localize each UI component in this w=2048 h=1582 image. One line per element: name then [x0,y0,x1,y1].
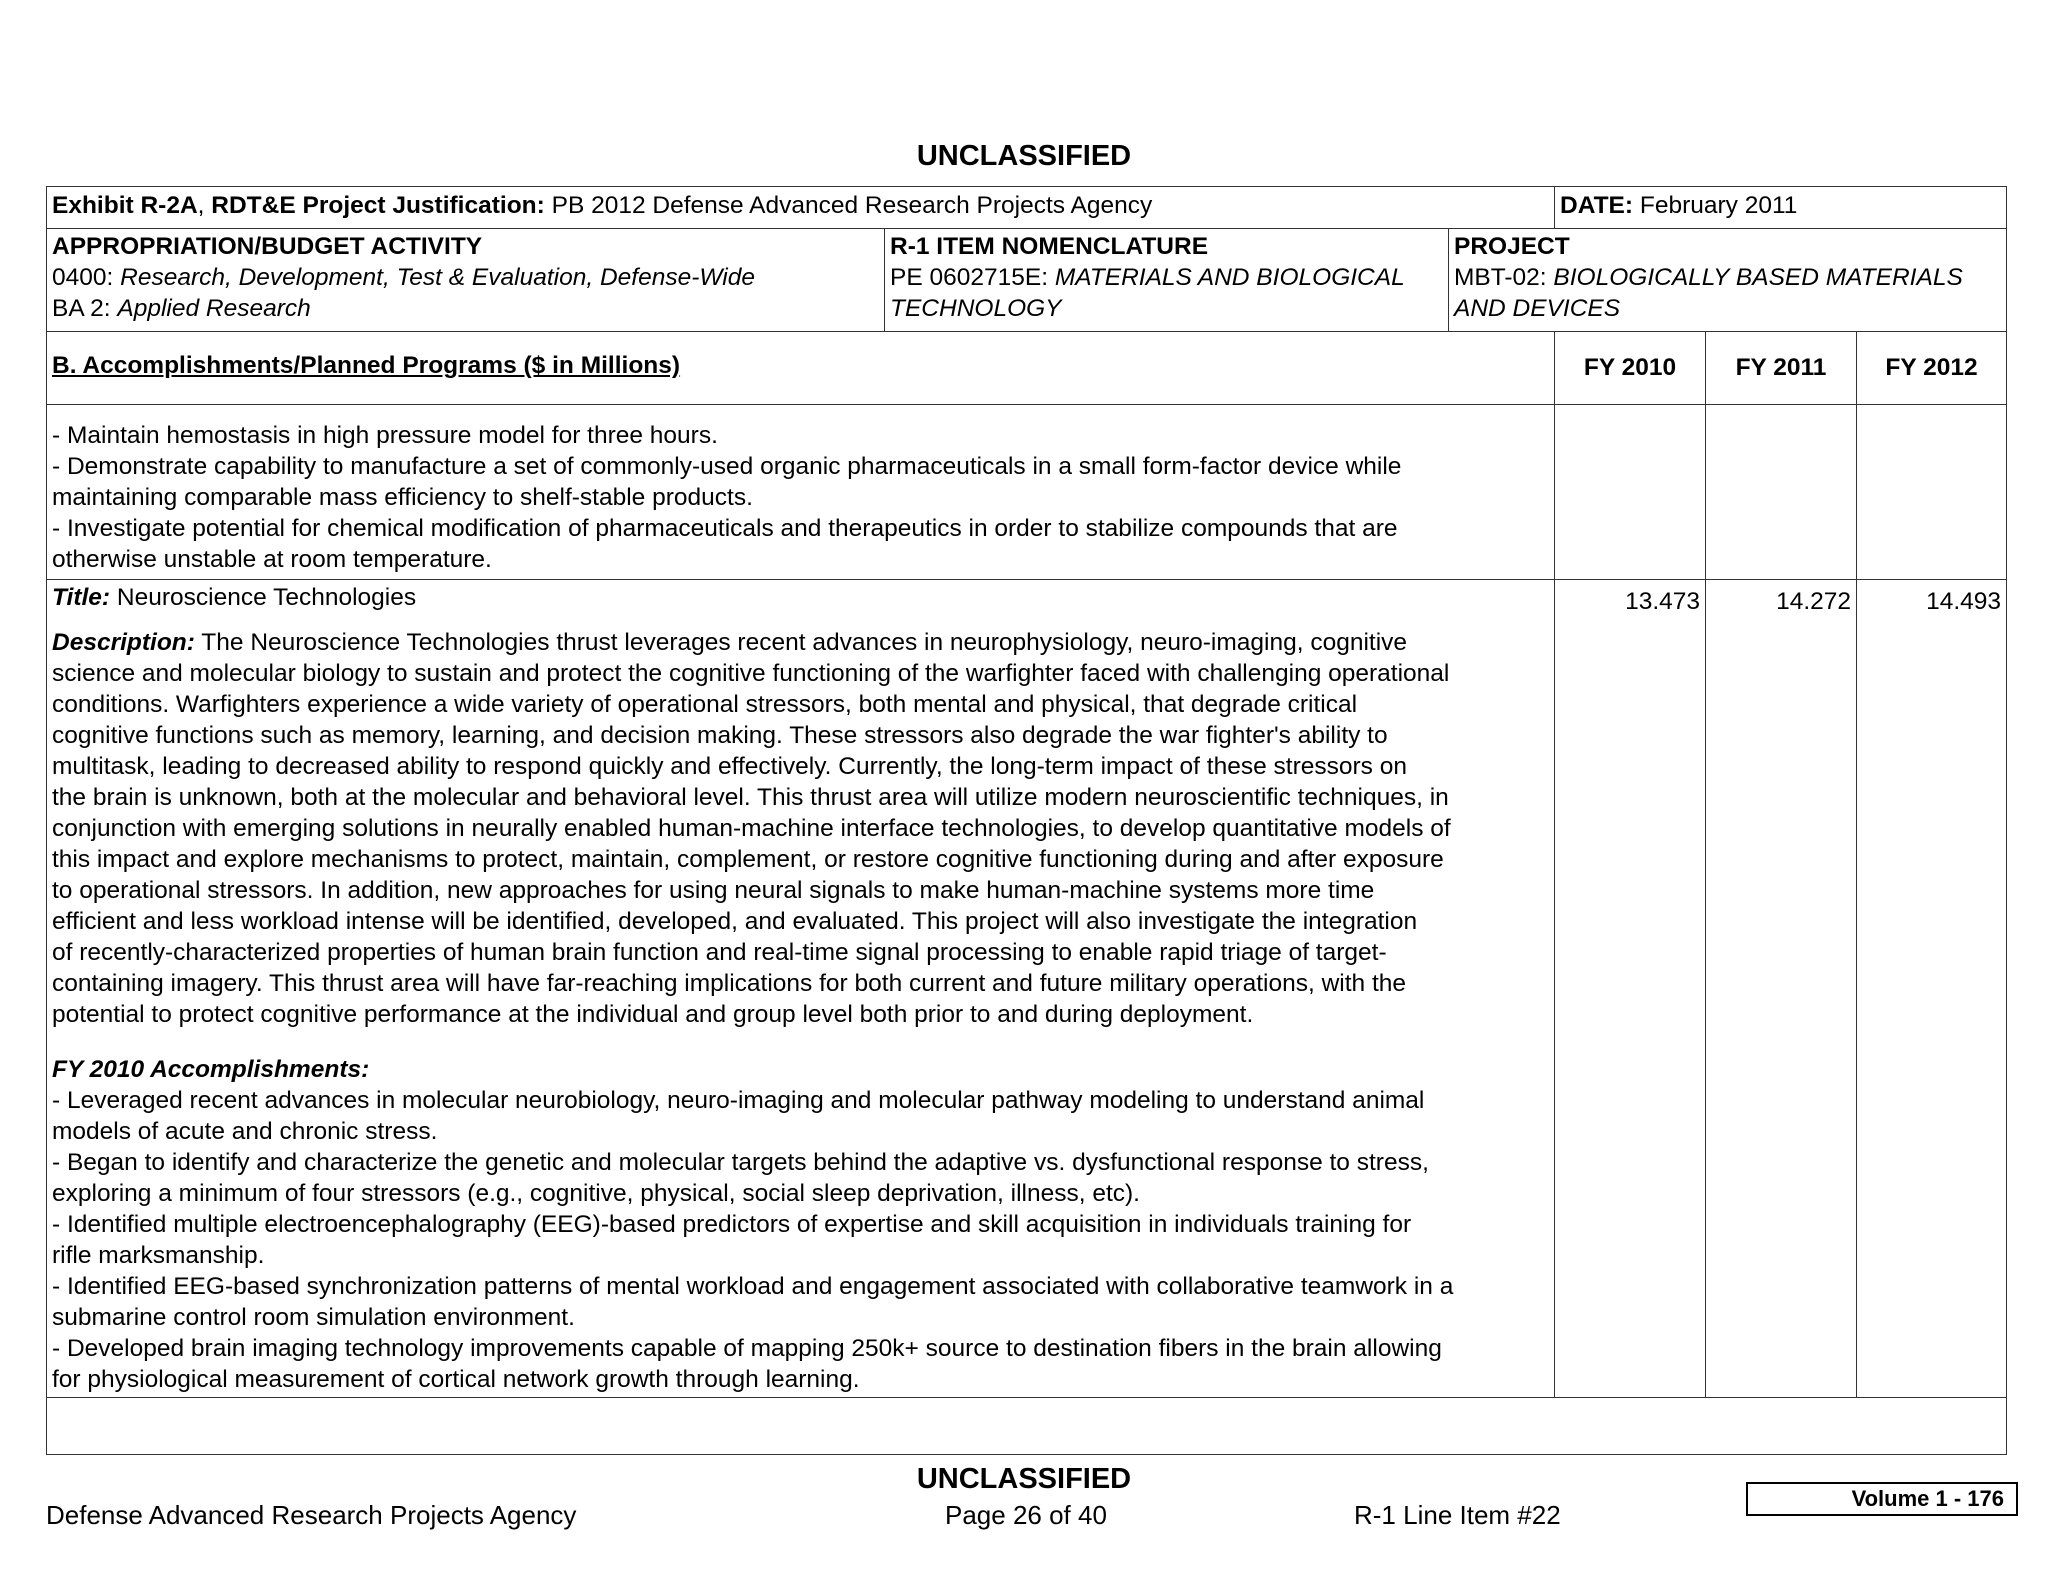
fy2012-header: FY 2012 [1857,332,2007,405]
program-fy2010-value: 13.473 [1555,580,1706,1398]
project-name: BIOLOGICALLY BASED MATERIALS [1553,264,1963,291]
description-line: containing imagery. This thrust area will have far-reaching implications for both current and future military operations, with the [52,970,1407,997]
description-label: Description: [52,629,195,656]
accomplishment-line: exploring a minimum of four stressors (e.g., cognitive, physical, social sleep deprivation, illness, etc). [52,1180,1140,1207]
empty-bottom-cell [47,1398,2007,1455]
appropriation-cell [47,229,885,332]
carryover-cell [47,405,1555,580]
program-fy2011-value: 14.272 [1706,580,1857,1398]
program-title: Neuroscience Technologies [110,584,417,611]
exhibit-table [46,186,2007,1455]
accomplishment-line: rifle marksmanship. [52,1242,265,1269]
description-line: cognitive functions such as memory, learning, and decision making. These stressors also degrade the war fighter's ability to [52,722,1388,749]
classification-top: UNCLASSIFIED [916,140,1132,172]
project-line [1454,262,2001,293]
description-line: science and molecular biology to sustain and protect the cognitive functioning of the warfighter faced with challenging operational [52,660,1450,687]
footer-agency: Defense Advanced Research Projects Agency [46,1500,577,1530]
r1-name-cont: TECHNOLOGY [890,295,1062,322]
project-cell [1449,229,2007,332]
budget-activity-line [52,293,879,324]
classification-bottom: UNCLASSIFIED [916,1463,1132,1495]
footer-line-item: R-1 Line Item #22 [1354,1500,1561,1530]
section-title-cell [47,332,1555,405]
r1-line [890,262,1443,293]
appropriation-code: 0400: [52,264,121,291]
carryover-fy2011 [1706,405,1857,580]
program-fy2012-value: 14.493 [1857,580,2007,1398]
appropriation-name: Research, Development, Test & Evaluation, Defense-Wide [120,264,755,291]
description-text: The Neuroscience Technologies thrust leverages recent advances in neurophysiology, neuro-imaging, cognitive [194,629,1408,656]
description-line: conditions. Warfighters experience a wide variety of operational stressors, both mental and physical, that degrade critical [52,691,1358,718]
r1-name: MATERIALS AND BIOLOGICAL [1054,264,1405,291]
r1-cell [885,229,1449,332]
program-title-line [52,582,1549,613]
date-value: February 2011 [1633,192,1798,219]
program-row [47,580,2007,1398]
ba-code: BA 2: [52,295,118,322]
appropriation-line [52,262,879,293]
carryover-fy2010 [1555,405,1706,580]
volume-box: Volume 1 - 176 [1746,1482,2018,1516]
program-title-label: Title: [52,584,111,611]
fy2011-header: FY 2011 [1706,332,1857,405]
carryover-line: otherwise unstable at room temperature. [52,546,492,573]
description-line: of recently-characterized properties of human brain function and real-time signal processing to enable rapid triage of target- [52,939,1387,966]
carryover-row [47,405,2007,580]
description-line: this impact and explore mechanisms to protect, maintain, complement, or restore cognitive functioning during and after exposure [52,846,1444,873]
description-line: efficient and less workload intense will be identified, developed, and evaluated. This project will also investigate the integration [52,908,1418,935]
description-line: to operational stressors. In addition, new approaches for using neural signals to make human-machine systems more time [52,877,1375,904]
carryover-line: - Investigate potential for chemical modification of pharmaceuticals and therapeutics in order to stabilize compounds that are [52,515,1398,542]
empty-bottom-row [47,1398,2007,1455]
accomplishment-line: submarine control room simulation environment. [52,1304,575,1331]
accomplishment-line: for physiological measurement of cortical network growth through learning. [52,1366,860,1393]
exhibit-value: PB 2012 Defense Advanced Research Projects Agency [544,192,1153,219]
project-name-cont: AND DEVICES [1454,295,1621,322]
section-header-row [47,332,2007,405]
exhibit-label: Exhibit R-2A [52,192,198,219]
description-line: potential to protect cognitive performance at the individual and group level both prior to and during deployment. [52,1001,1254,1028]
section-title: B. Accomplishments/Planned Programs ($ in Millions) [52,352,681,379]
exhibit-title-cell [47,187,1555,229]
appropriation-label: APPROPRIATION/BUDGET ACTIVITY [52,233,483,260]
project-code: MBT-02: [1454,264,1554,291]
accomplishment-line: - Identified multiple electroencephalography (EEG)-based predictors of expertise and skill acquisition in individuals training for [52,1211,1412,1238]
fy2010-header: FY 2010 [1555,332,1706,405]
date-label: DATE: [1560,192,1634,219]
accomplishment-line: - Leveraged recent advances in molecular neurobiology, neuro-imaging and molecular pathway modeling to understand animal [52,1087,1425,1114]
accomplishment-line: - Identified EEG-based synchronization patterns of mental workload and engagement associated with collaborative teamwork in a [52,1273,1454,1300]
description-line: conjunction with emerging solutions in neurally enabled human-machine interface technologies, to develop quantitative models of [52,815,1451,842]
r1-label: R-1 ITEM NOMENCLATURE [890,233,1209,260]
footer-page-number: Page 26 of 40 [945,1500,1107,1530]
ba-name: Applied Research [117,295,311,322]
carryover-line: - Maintain hemostasis in high pressure model for three hours. [52,422,718,449]
description-line [52,627,1549,658]
accomplishment-line: - Developed brain imaging technology improvements capable of mapping 250k+ source to destination fibers in the brain allowing [52,1335,1442,1362]
accomplishment-line: models of acute and chronic stress. [52,1118,438,1145]
date-cell [1555,187,2007,229]
exhibit-header-row [47,187,2007,229]
accomplishments-heading: FY 2010 Accomplishments: [52,1056,370,1083]
r1-code: PE 0602715E: [890,264,1055,291]
description-line: the brain is unknown, both at the molecular and behavioral level. This thrust area will utilize modern neuroscientific techniques, in [52,784,1449,811]
carryover-fy2012 [1857,405,2007,580]
description-line: multitask, leading to decreased ability to respond quickly and effectively. Currently, the long-term impact of these stressors on [52,753,1407,780]
carryover-line: maintaining comparable mass efficiency to shelf-stable products. [52,484,753,511]
exhibit-title: RDT&E Project Justification: [211,192,545,219]
exhibit-sep: , [197,192,212,219]
accomplishment-line: - Began to identify and characterize the genetic and molecular targets behind the adaptive vs. dysfunctional response to stress, [52,1149,1429,1176]
carryover-line: - Demonstrate capability to manufacture a set of commonly-used organic pharmaceuticals in a small form-factor device while [52,453,1402,480]
project-label: PROJECT [1454,233,1570,260]
budget-info-row [47,229,2007,332]
program-cell [47,580,1555,1398]
